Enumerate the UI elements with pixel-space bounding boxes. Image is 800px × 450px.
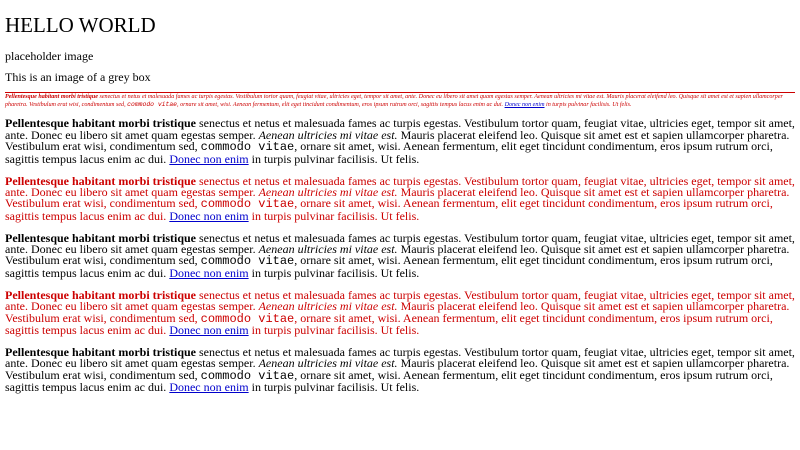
text: Aenean ultricies mi vitae est. bbox=[534, 94, 605, 101]
code-text: commodo vitae bbox=[200, 368, 295, 383]
bold-text: Pellentesque habitant morbi tristique bbox=[5, 116, 196, 131]
italic-text: Aenean ultricies mi vitae est. bbox=[258, 242, 398, 257]
text: , ornare sit amet, wisi. Aenean fermentum, elit eget tincidunt condimentum, eros ipsum rutrum orci, sagittis tempus lacus enim ac dui. bbox=[5, 367, 773, 395]
donec-link[interactable]: Donec non enim bbox=[169, 323, 249, 337]
bold-text: Pellentesque habitant morbi tristique bbox=[5, 94, 98, 101]
text: , ornare sit amet, wisi. Aenean fermentum, elit eget tincidunt condimentum, eros ipsum rutrum orci, sagittis tempus lacus enim ac dui. bbox=[5, 139, 773, 166]
text: Mauris placerat eleifend leo. Quisque sit amet est et sapien ullamcorper pharetra. Vestibulum erat wisi, condimentum sed, bbox=[5, 299, 790, 325]
paragraph bbox=[5, 287, 795, 337]
bold-text: Pellentesque habitant morbi tristique bbox=[5, 230, 196, 245]
code-text: commodo vitae bbox=[200, 254, 295, 269]
text: in turpis pulvinar facilisis. Ut felis. bbox=[248, 323, 420, 337]
text: senectus et netus et malesuada fames ac turpis egestas. Vestibulum tortor quam, feugiat vitae, ultricies eget, tempor sit amet, ante. Donec eu libero sit amet quam egestas semper. bbox=[97, 94, 535, 101]
italic-text: Aenean ultricies mi vitae est. bbox=[258, 299, 398, 314]
text: Mauris placerat eleifend leo. Quisque sit amet est et sapien ullamcorper pharetra. Vestibulum erat wisi, condimentum sed, bbox=[5, 184, 790, 211]
italic-text: Aenean ultricies mi vitae est. bbox=[258, 184, 398, 199]
donec-link[interactable]: Donec non enim bbox=[169, 208, 249, 223]
code-text: commodo vitae bbox=[200, 140, 295, 155]
bold-text: Pellentesque habitant morbi tristique bbox=[5, 173, 196, 188]
bold-text: Pellentesque habitant morbi tristique bbox=[5, 287, 196, 302]
text: Mauris placerat eleifend leo. Quisque sit amet est et sapien ullamcorper pharetra. Vestibulum erat wisi, condimentum sed, bbox=[5, 356, 790, 382]
text: , ornare sit amet, wisi. Aenean fermentum, elit eget tincidunt condimentum, eros ipsum rutrum orci, sagittis tempus lacus enim ac dui. bbox=[5, 253, 773, 280]
code-text: commodo vitae bbox=[127, 101, 178, 109]
bold-text: Pellentesque habitant morbi tristique bbox=[5, 344, 196, 359]
text: senectus et netus et malesuada fames ac turpis egestas. Vestibulum tortor quam, feugiat vitae, ultricies eget, tempor sit amet, ante. Donec eu libero sit amet quam egestas semper. bbox=[5, 287, 795, 314]
code-text: commodo vitae bbox=[200, 311, 295, 326]
text: in turpis pulvinar facilisis. Ut felis. bbox=[248, 208, 420, 223]
page-title: HELLO WORLD bbox=[5, 13, 156, 37]
text: senectus et netus et malesuada fames ac turpis egestas. Vestibulum tortor quam, feugiat vitae, ultricies eget, tempor sit amet, ante. Donec eu libero sit amet quam egestas semper. bbox=[5, 230, 795, 257]
text: Mauris placerat eleifend leo. Quisque sit amet est et sapien ullamcorper pharetra. Vestibulum erat wisi, condimentum sed, bbox=[5, 242, 790, 268]
placeholder-image: placeholder image bbox=[5, 49, 94, 63]
text: senectus et netus et malesuada fames ac turpis egestas. Vestibulum tortor quam, feugiat vitae, ultricies eget, tempor sit amet, ante. Donec eu libero sit amet quam egestas semper. bbox=[5, 116, 795, 142]
text: senectus et netus et malesuada fames ac turpis egestas. Vestibulum tortor quam, feugiat vitae, ultricies eget, tempor sit amet, ante. Donec eu libero sit amet quam egestas semper. bbox=[5, 344, 795, 371]
text: , ornare sit amet, wisi. Aenean fermentum, elit eget tincidunt condimentum, eros ipsum rutrum orci, sagittis tempus lacus enim ac dui. bbox=[5, 196, 773, 223]
text: in turpis pulvinar facilisis. Ut felis. bbox=[248, 380, 420, 395]
donec-link[interactable]: Donec non enim bbox=[169, 151, 249, 166]
paragraph bbox=[5, 173, 795, 223]
text: in turpis pulvinar facilisis. Ut felis. bbox=[248, 265, 420, 280]
text: , ornare sit amet, wisi. Aenean fermentum, elit eget tincidunt condimentum, eros ipsum rutrum orci, sagittis tempus lacus enim ac dui. bbox=[5, 310, 773, 337]
paragraph bbox=[5, 230, 795, 280]
paragraph bbox=[5, 118, 795, 165]
image-caption: This is an image of a grey box bbox=[5, 70, 151, 84]
text: in turpis pulvinar facilisis. Ut felis. bbox=[248, 151, 420, 166]
small-paragraph bbox=[5, 92, 795, 109]
donec-link[interactable]: Donec non enim bbox=[169, 380, 249, 395]
donec-link[interactable]: Donec non enim bbox=[504, 102, 545, 109]
italic-text: Aenean ultricies mi vitae est. bbox=[258, 356, 398, 371]
donec-link[interactable]: Donec non enim bbox=[169, 265, 249, 280]
text: Mauris placerat eleifend leo. Quisque sit amet est et sapien ullamcorper pharetra. Vestibulum erat wisi, condimentum sed, bbox=[5, 94, 783, 109]
italic-text: Aenean ultricies mi vitae est. bbox=[258, 127, 398, 142]
text: senectus et netus et malesuada fames ac turpis egestas. Vestibulum tortor quam, feugiat vitae, ultricies eget, tempor sit amet, ante. Donec eu libero sit amet quam egestas semper. bbox=[5, 173, 795, 199]
text: in turpis pulvinar facilisis. Ut felis. bbox=[544, 102, 632, 109]
text: , ornare sit amet, wisi. Aenean fermentum, elit eget tincidunt condimentum, eros ipsum rutrum orci, sagittis tempus lacus enim ac dui. bbox=[177, 102, 505, 109]
paragraph bbox=[5, 344, 795, 395]
text: Mauris placerat eleifend leo. Quisque sit amet est et sapien ullamcorper pharetra. Vestibulum erat wisi, condimentum sed, bbox=[5, 127, 790, 154]
code-text: commodo vitae bbox=[200, 197, 295, 212]
